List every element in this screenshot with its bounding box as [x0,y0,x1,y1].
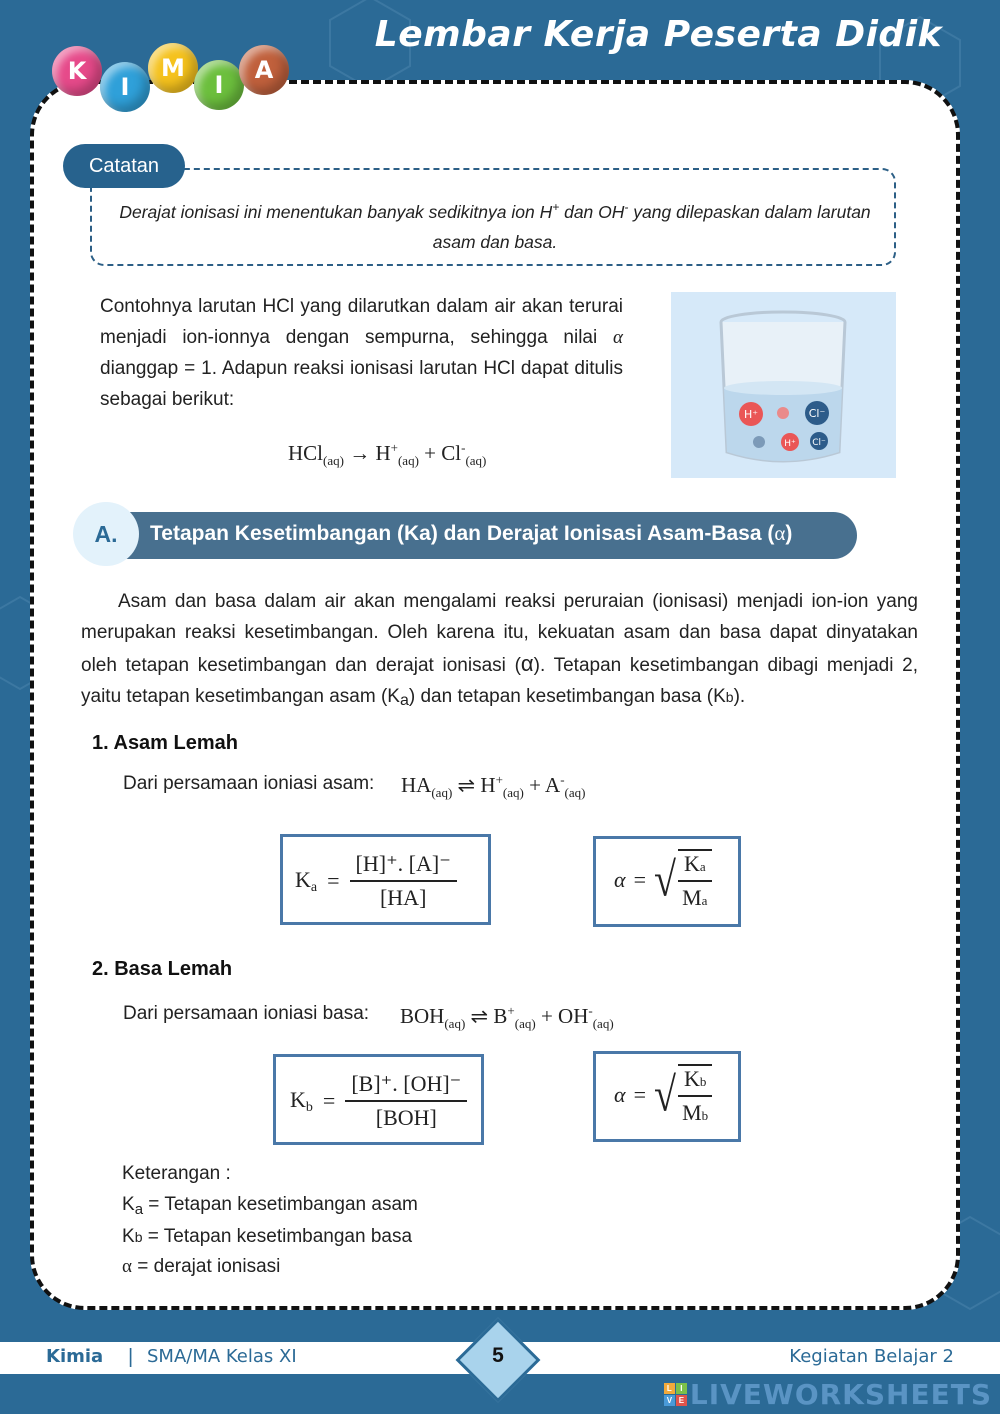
section-letter: A. [73,502,139,566]
acid-lead: Dari persamaan ioniasi asam: [123,773,375,794]
note-tag: Catatan [63,144,185,188]
logo-ball-m: M [148,43,198,93]
liveworksheets-watermark: L I V E LIVEWORKSHEETS [664,1378,992,1411]
logo-ball-a: A [239,45,289,95]
footer-separator: | [128,1346,134,1368]
logo-ball-i2: I [194,60,244,110]
note-text: Derajat ionisasi ini menentukan banyak sedikitnya ion H+ dan OH- yang dilepaskan dalam larutan asam dan basa. [119,200,871,252]
logo-ball-k: K [52,46,102,96]
legend-alpha: α = derajat ionisasi [122,1256,281,1277]
beaker-illustration [671,292,896,478]
base-alpha-formula-box: α = √ $\frac{Kb}{Mb}$ [593,1051,741,1142]
footer-activity: Kegiatan Belajar 2 [789,1346,954,1367]
hcl-ionization-equation: $HCl_{(aq)} \to H^+_{(aq)} + Cl^-_{(aq)}$ [288,440,487,468]
ion-cl1-label: Cl⁻ [808,407,826,420]
beaker-icon [671,292,896,478]
acid-ionization-equation: $HA_{(aq)}$ ⇌ $H^+_{(aq)} + A^-_{(aq)}$ [401,772,586,800]
liveworksheets-logo-icon: L I V E [664,1383,687,1406]
base-ionization-equation: $BOH_{(aq)}$ ⇌ $B^+_{(aq)} + OH^-_{(aq)}$ [400,1003,614,1031]
acid-heading: 1. Asam Lemah [92,732,238,754]
logo-ball-i: I [100,62,150,112]
ion-cl2-label: Cl⁻ [812,438,826,448]
worksheet-title: Lembar Kerja Peserta Didik [374,14,942,55]
section-paragraph: Asam dan basa dalam air akan mengalami reaksi peruraian (ionisasi) menjadi ion-ion yang merupakan reaksi kesetimbangan. Oleh karena itu, kekuatan asam dan basa dapat dinyatakan oleh tetapan kesetimbangan dan derajat ionisasi (α). Tetapan kesetimbangan dibagi menjadi 2, yaitu tetapan kesetimbangan asam (Ka) dan tetapan kesetimbangan basa (Kb). [81,591,918,709]
section-title: Tetapan Kesetimbangan (Ka) dan Derajat Ionisasi Asam-Basa (α) [150,521,793,545]
page-number: 5 [492,1344,504,1367]
footer-subject: Kimia [46,1346,104,1367]
legend-kb: Kb = Tetapan kesetimbangan basa [122,1226,413,1247]
ion-h2-label: H⁺ [784,439,796,449]
base-lead: Dari persamaan ioniasi basa: [123,1003,370,1024]
footer-level: SMA/MA Kelas XI [147,1346,297,1367]
legend-ka: $K_a$ = Tetapan kesetimbangan asam [122,1194,418,1218]
ka-formula-box: $K_a$ = $\frac{[H]^+. [A]^-}{[HA]}$ [280,834,491,925]
legend-title: Keterangan : [122,1163,231,1184]
kimia-logo [52,40,302,120]
acid-alpha-formula-box: α = √ $\frac{Ka}{Ma}$ [593,836,741,927]
intro-paragraph: Contohnya larutan HCl yang dilarutkan dalam air akan terurai menjadi ion-ionnya dengan sempurna, sehingga nilai α dianggap = 1. Adapun reaksi ionisasi larutan HCl dapat ditulis sebagai berikut: [100,296,623,410]
kb-formula-box: $K_b$ = $\frac{[B]^+. [OH]^-}{\text{[BOH]}}$ [273,1054,484,1145]
base-heading: 2. Basa Lemah [92,958,233,980]
ion-h1-label: H⁺ [743,408,759,421]
